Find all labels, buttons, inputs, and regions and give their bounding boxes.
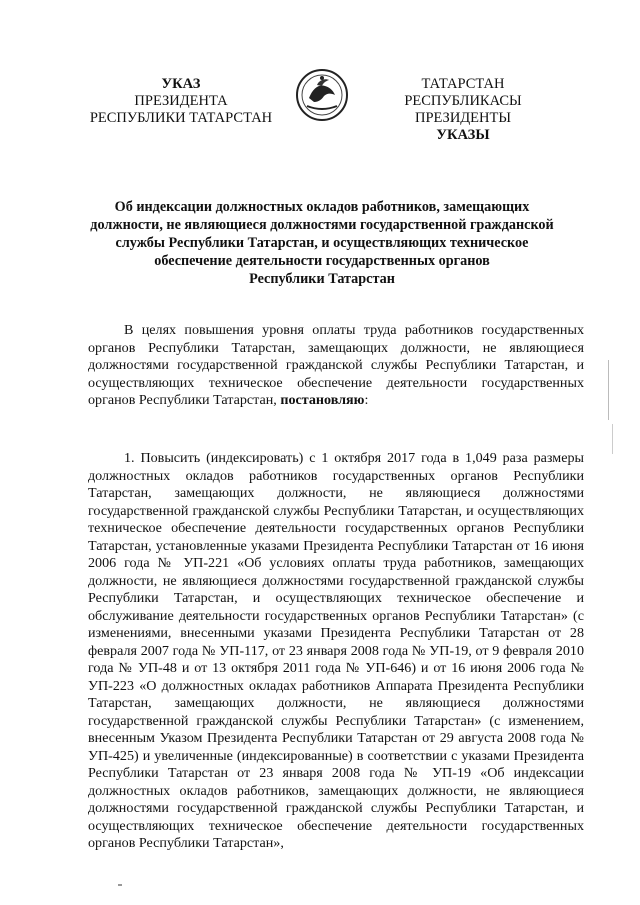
header-right-line2: ПРЕЗИДЕНТЫ [414, 110, 512, 126]
scan-artifact [612, 424, 613, 454]
header-right-line3: УКАЗЫ [436, 127, 490, 143]
scan-artifact [118, 884, 122, 886]
preamble-paragraph [88, 322, 584, 410]
header-left-block [86, 76, 276, 127]
document-title [80, 198, 564, 288]
title-line: Республики Татарстан [249, 271, 395, 287]
header-right-block [364, 76, 562, 144]
scan-artifact [608, 360, 609, 420]
title-line: службы Республики Татарстан, и осуществляющих техническое [115, 235, 529, 251]
title-line: обеспечение деятельности государственных органов [154, 253, 490, 269]
header-left-line1: УКАЗ [161, 76, 201, 92]
coat-of-arms-icon [295, 68, 349, 122]
preamble-colon: : [364, 392, 369, 408]
title-line: должности, не являющиеся должностями государственной гражданской [90, 217, 554, 233]
item-1-paragraph: 1. Повысить (индексировать) с 1 октября 2017 года в 1,049 раза размеры должностных окладов работников государственных органов Республики Татарстан, замещающих должности, не являющиеся должностями государственной гражданской службы Республики Татарстан, и осуществляющих техническое обеспечение деятельности государственных органов Республики Татарстан, установленные указами Президента Республики Татарстан от 16 июня 2006 года № УП-221 «Об условиях оплаты труда работников, замещающих должности, не являющиеся должностями государственной гражданской службы Республики Татарстан, и осуществляющих техническое обеспечение и обслуживание деятельности государственных органов Республики Татарстан» (с изменениями, внесенными указами Президента Республики Татарстан от 28 февраля 2007 года № УП-117, от 23 января 2008 года № УП-19, от 9 февраля 2010 года № УП-48 и от 13 октября 2011 года № УП-646) и от 16 июня 2006 года № УП-223 «О должностных окладах работников Аппарата Президента Республики Татарстан, замещающих должности, не являющиеся должностями государственной гражданской службы Республики Татарстан» (с изменением, внесенным Указом Президента Республики Татарстан от 29 августа 2008 года № УП-425) и увеличенные (индексированные) в соответствии с указами Президента Республики Татарстан от 23 января 2008 года № УП-19 «Об индексации должностных окладов работников, замещающих должности, не являющиеся должностями государственной гражданской службы Республики Татарстан, и осуществляющих техническое обеспечение деятельности государственных органов Республики Татарстан», [88, 450, 584, 851]
preamble-text: В целях повышения уровня оплаты труда работников государственных органов Республики Татарстан, замещающих должности, не являющиеся должностями государственной гражданской службы Республики Татарстан, и осуществляющих техническое обеспечение деятельности государственных органов Республики Татарстан, [88, 322, 584, 408]
title-line: Об индексации должностных окладов работников, замещающих [114, 199, 530, 215]
header-right-line1: ТАТАРСТАН РЕСПУБЛИКАСЫ [404, 76, 522, 109]
header-left-line2: ПРЕЗИДЕНТА [134, 93, 228, 109]
header-left-line3: РЕСПУБЛИКИ ТАТАРСТАН [89, 110, 273, 126]
decree-word: постановляю [280, 392, 365, 408]
